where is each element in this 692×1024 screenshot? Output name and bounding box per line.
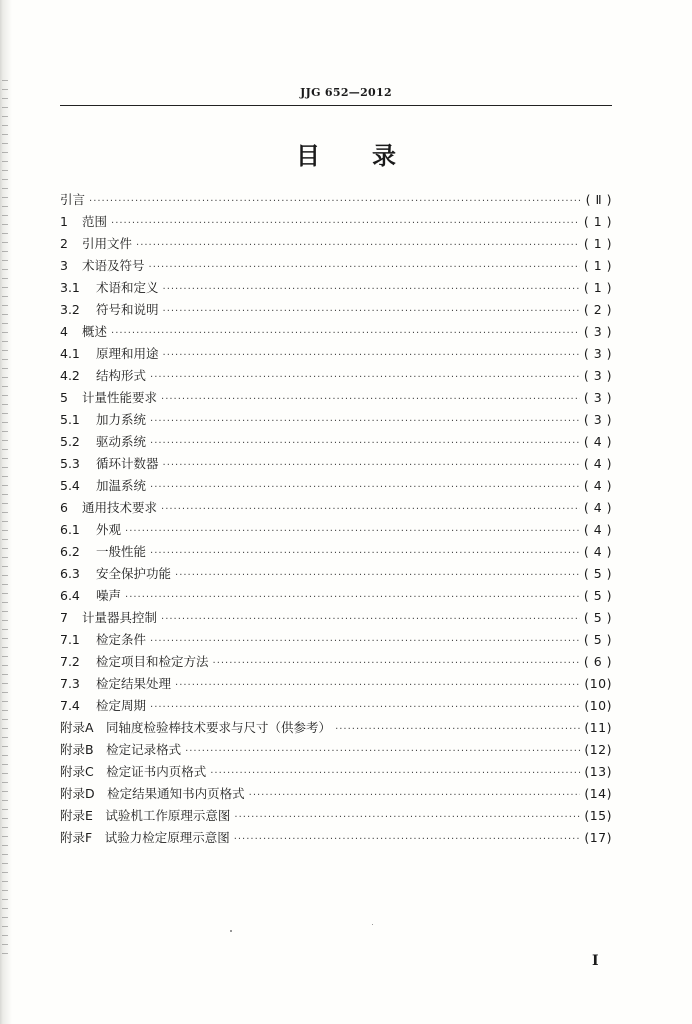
toc-entry-page: ( 4 ): [583, 456, 612, 471]
toc-entry[interactable]: [60, 409, 612, 431]
toc-entry-label: 驱动系统: [96, 434, 147, 449]
toc-entry[interactable]: [60, 651, 612, 673]
toc-entry-label: 检定结果处理: [96, 676, 172, 691]
toc-entry-label: 循环计数器: [96, 456, 159, 471]
toc-entry[interactable]: [60, 739, 612, 761]
toc-leader-dots: [89, 191, 582, 213]
toc-entry-label: 术语及符号: [82, 258, 145, 273]
toc-entry-label: 计量性能要求: [82, 390, 158, 405]
toc-leader-dots: [150, 697, 580, 719]
toc-entry-page: ( 4 ): [583, 434, 612, 449]
toc-entry-page: ( 4 ): [583, 478, 612, 493]
toc-leader-dots: [213, 653, 580, 675]
toc-leader-dots: [163, 279, 580, 301]
toc-leader-dots: [125, 521, 580, 543]
toc-entry-label: 引用文件: [82, 236, 133, 251]
toc-entry-number: 4: [60, 324, 68, 339]
toc-entry[interactable]: [60, 673, 612, 695]
page-title: 目录: [296, 142, 448, 170]
toc-entry-label: 范围: [82, 214, 108, 229]
toc-entry-page: (10): [584, 676, 612, 691]
toc-entry-number: 4.1: [60, 346, 80, 361]
page-number: I: [592, 953, 599, 969]
toc-entry[interactable]: [60, 541, 612, 563]
toc-leader-dots: [125, 587, 580, 609]
standard-code: JJG 652—2012: [300, 86, 392, 99]
toc-entry[interactable]: [60, 607, 612, 629]
toc-entry[interactable]: [60, 585, 612, 607]
toc-entry-number: 5.2: [60, 434, 80, 449]
toc-entry-number: 3: [60, 258, 68, 273]
toc-entry[interactable]: [60, 387, 612, 409]
toc-leader-dots: [150, 543, 580, 565]
toc-entry-page: ( 1 ): [583, 214, 612, 229]
toc-leader-dots: [185, 741, 580, 763]
toc-entry-page: ( 2 ): [583, 302, 612, 317]
toc-entry-label: 加温系统: [96, 478, 147, 493]
toc-leader-dots: [150, 433, 580, 455]
toc-entry-number: 6.4: [60, 588, 80, 603]
toc-entry-page: ( 3 ): [583, 368, 612, 383]
toc-entry[interactable]: [60, 431, 612, 453]
toc-entry-page: ( 3 ): [583, 346, 612, 361]
toc-entry-label: 检定项目和检定方法: [96, 654, 209, 669]
toc-leader-dots: [234, 829, 581, 851]
toc-entry-page: (14): [584, 786, 612, 801]
toc-entry-page: ( 3 ): [583, 324, 612, 339]
toc-leader-dots: [150, 477, 580, 499]
toc-entry-number: 5.1: [60, 412, 80, 427]
toc-entry-number: 5.4: [60, 478, 80, 493]
toc-leader-dots: [249, 785, 581, 807]
toc-entry-number: 5.3: [60, 456, 80, 471]
toc-entry-page: ( 5 ): [583, 610, 612, 625]
toc-entry-label: 附录B 检定记录格式: [60, 742, 182, 757]
toc-entry[interactable]: [60, 717, 612, 739]
toc-leader-dots: [175, 565, 580, 587]
toc-leader-dots: [163, 301, 580, 323]
toc-entry[interactable]: [60, 321, 612, 343]
toc-entry[interactable]: [60, 519, 612, 541]
toc-entry-number: 7.2: [60, 654, 80, 669]
toc-entry-page: ( 1 ): [583, 236, 612, 251]
toc-entry-number: 6: [60, 500, 68, 515]
scan-speck: [230, 930, 232, 932]
toc-entry-page: ( 6 ): [583, 654, 612, 669]
toc-entry[interactable]: [60, 827, 612, 849]
toc-entry-number: 7.3: [60, 676, 80, 691]
toc-entry-page: (13): [584, 764, 612, 779]
toc-entry-label: 附录D 检定结果通知书内页格式: [60, 786, 245, 801]
toc-entry-page: ( 5 ): [583, 566, 612, 581]
toc-entry-label: 附录F 试验力检定原理示意图: [60, 830, 230, 845]
toc-entry-number: 2: [60, 236, 68, 251]
toc-entry-number: 1: [60, 214, 68, 229]
toc-entry-label: 附录A 同轴度检验棒技术要求与尺寸（供参考）: [60, 720, 332, 735]
toc-entry-number: 3.1: [60, 280, 80, 295]
toc-entry-label: 附录E 试验机工作原理示意图: [60, 808, 231, 823]
toc-leader-dots: [163, 345, 580, 367]
toc-entry-number: 4.2: [60, 368, 80, 383]
toc-entry-label: 通用技术要求: [82, 500, 158, 515]
toc-entry-label: 外观: [96, 522, 122, 537]
toc-entry-page: ( 4 ): [583, 522, 612, 537]
toc-entry[interactable]: [60, 805, 612, 827]
toc-entry-page: ( 4 ): [583, 500, 612, 515]
toc-entry[interactable]: [60, 497, 612, 519]
toc-entry-number: 6.3: [60, 566, 80, 581]
toc-entry-number: 6.2: [60, 544, 80, 559]
toc-entry[interactable]: [60, 255, 612, 277]
toc-entry-page: (12): [584, 742, 612, 757]
toc-leader-dots: [111, 323, 580, 345]
toc-leader-dots: [175, 675, 580, 697]
toc-entry-page: (10): [584, 698, 612, 713]
toc-entry-page: ( 3 ): [583, 390, 612, 405]
toc-entry-page: ( 3 ): [583, 412, 612, 427]
toc-leader-dots: [150, 367, 580, 389]
toc-entry[interactable]: [60, 189, 612, 211]
toc-leader-dots: [136, 235, 580, 257]
toc-entry-page: ( 5 ): [583, 632, 612, 647]
toc-leader-dots: [150, 631, 580, 653]
toc-entry[interactable]: [60, 277, 612, 299]
toc-leader-dots: [234, 807, 580, 829]
toc-entry-label: 噪声: [96, 588, 122, 603]
toc-entry-number: 5: [60, 390, 68, 405]
toc-entry[interactable]: [60, 563, 612, 585]
scan-speck: [372, 924, 373, 925]
toc-entry[interactable]: [60, 783, 612, 805]
toc-leader-dots: [111, 213, 580, 235]
toc-entry-label: 安全保护功能: [96, 566, 172, 581]
toc-entry[interactable]: [60, 211, 612, 233]
toc-entry[interactable]: [60, 299, 612, 321]
table-of-contents: [60, 189, 612, 849]
toc-entry-page: ( 1 ): [583, 258, 612, 273]
toc-leader-dots: [161, 389, 580, 411]
toc-entry-page: (17): [584, 830, 612, 845]
toc-entry-label: 术语和定义: [96, 280, 159, 295]
toc-entry-label: 引言: [60, 192, 86, 207]
toc-entry-number: 3.2: [60, 302, 80, 317]
toc-leader-dots: [210, 763, 580, 785]
toc-leader-dots: [161, 609, 580, 631]
toc-entry[interactable]: [60, 629, 612, 651]
toc-entry[interactable]: [60, 761, 612, 783]
toc-entry-number: 6.1: [60, 522, 80, 537]
toc-entry[interactable]: [60, 233, 612, 255]
toc-entry-label: 加力系统: [96, 412, 147, 427]
toc-entry-page: (11): [584, 720, 612, 735]
toc-entry-label: 符号和说明: [96, 302, 159, 317]
header-rule: [60, 105, 612, 106]
toc-entry-number: 7: [60, 610, 68, 625]
toc-entry-number: 7.1: [60, 632, 80, 647]
toc-entry-label: 原理和用途: [96, 346, 159, 361]
scan-edge-noise: [2, 80, 8, 960]
toc-entry-label: 结构形式: [96, 368, 147, 383]
toc-leader-dots: [150, 411, 580, 433]
toc-entry-label: 计量器具控制: [82, 610, 158, 625]
toc-entry-page: ( 1 ): [583, 280, 612, 295]
toc-entry-page: ( 5 ): [583, 588, 612, 603]
toc-entry-label: 附录C 检定证书内页格式: [60, 764, 207, 779]
toc-leader-dots: [163, 455, 580, 477]
toc-entry[interactable]: [60, 343, 612, 365]
toc-entry[interactable]: [60, 695, 612, 717]
toc-entry[interactable]: [60, 365, 612, 387]
toc-entry-label: 概述: [82, 324, 108, 339]
toc-leader-dots: [335, 719, 580, 741]
toc-leader-dots: [149, 257, 580, 279]
toc-entry-label: 检定条件: [96, 632, 147, 647]
toc-entry[interactable]: [60, 453, 612, 475]
toc-entry-page: ( Ⅱ ): [585, 192, 612, 207]
toc-leader-dots: [161, 499, 580, 521]
toc-entry-page: (15): [584, 808, 612, 823]
toc-entry-page: ( 4 ): [583, 544, 612, 559]
toc-entry-label: 一般性能: [96, 544, 147, 559]
toc-entry-number: 7.4: [60, 698, 80, 713]
toc-entry-label: 检定周期: [96, 698, 147, 713]
toc-entry[interactable]: [60, 475, 612, 497]
